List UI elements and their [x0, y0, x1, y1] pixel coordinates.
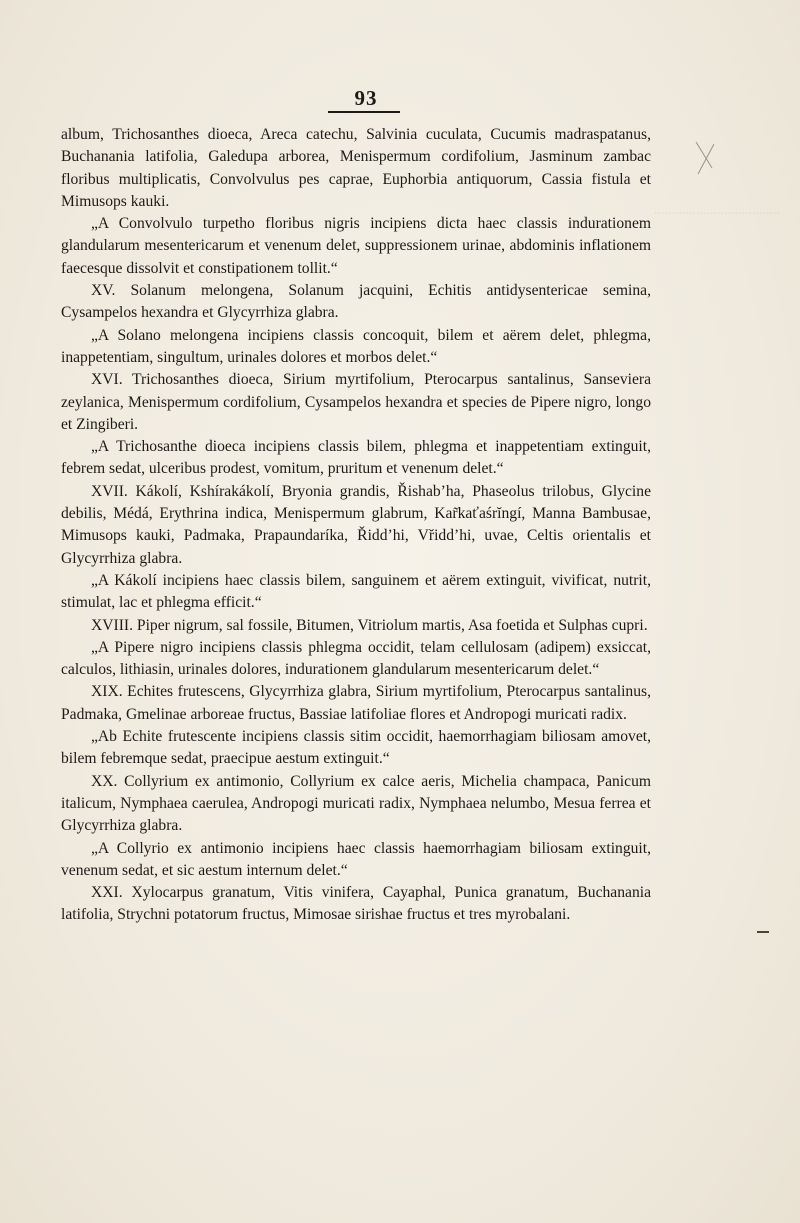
paragraph-class-xvii: XVII. Kákolí, Kshírakákolí, Bryonia grandis, Řishab’ha, Phaseolus trilobus, Glycine debilis, Médá, Erythrina indica, Menispermum glabrum, Kar̃kaťaśrĭngí, Manna Bambusae, Mimusops kauki, Padmaka, Prapaundaríka, Řidd’hi, Vřidd’hi, uvae, Celtis orientalis et Glycyrrhiza glabra. — [61, 482, 651, 567]
paragraph-class-xxi: XXI. Xylocarpus granatum, Vitis vinifera, Cayaphal, Punica granatum, Buchanania latifolia, Strychni potatorum fructus, Mimosae sirishae fructus et tres myrobalani. — [61, 884, 651, 924]
paragraph-class-xx: XX. Collyrium ex antimonio, Collyrium ex calce aeris, Michelia champaca, Panicum italicum, Nymphaea caerulea, Andropogi muricati radix, Nymphaea nelumbo, Mesua ferrea et Glycyrrhiza glabra. — [61, 772, 651, 835]
paragraph-class-xix: XIX. Echites frutescens, Glycyrrhiza glabra, Sirium myrtifolium, Pterocarpus santalinus, Padmaka, Gmelinae arboreae fructus, Bassiae latifoliae flores et Andropogi muricati radix. — [61, 683, 651, 723]
page-number-rule — [328, 111, 400, 113]
page-number: 93 — [354, 86, 378, 110]
paragraph-class-xv: XV. Solanum melongena, Solanum jacquini, Echitis antidysentericae semina, Cysampelos hexandra et Glycyrrhiza glabra. — [61, 282, 651, 322]
paragraph-quote: „A Kákolí incipiens haec classis bilem, sanguinem et aërem extinguit, vivificat, nutrit, stimulat, lac et phlegma efficit.“ — [61, 571, 651, 612]
paragraph-quote: „A Collyrio ex antimonio incipiens haec classis haemorrhagiam biliosam extinguit, venenum sedat, et sic aestum internum delet.“ — [61, 839, 651, 879]
paragraph-quote: „A Convolvulo turpetho floribus nigris incipiens dicta haec classis indurationem glandularum mesentericarum et venenum delet, suppressionem urinae, abdominis inflationem faecesque dissolvit et constipationem tollit.“ — [61, 215, 651, 277]
bleed-through-text: .................................... — [654, 203, 780, 218]
paragraph-class-xviii: XVIII. Piper nigrum, sal fossile, Bitumen, Vitriolum martis, Asa foetida et Sulphas cupri. — [91, 616, 648, 634]
pencil-mark-icon — [690, 138, 720, 178]
paragraph-quote: „A Trichosanthe dioeca incipiens classis bilem, phlegma et inappetentiam extinguit, febrem sedat, ulceribus prodest, vomitum, pruritum et venenum delet.“ — [61, 438, 651, 478]
body-text — [61, 124, 651, 927]
margin-mark — [757, 931, 769, 933]
paragraph-quote: „Ab Echite frutescente incipiens classis sitim occidit, haemorrhagiam biliosam amovet, bilem febremque sedat, praecipue aestum extinguit.“ — [61, 728, 651, 768]
paragraph-continuation: album, Trichosanthes dioeca, Areca catechu, Salvinia cuculata, Cucumis madraspatanus, Buchanania latifolia, Galedupa arborea, Menispermum cordifolium, Jasminum zambac floribus multiplicatis, Convolvulus pes caprae, Euphorbia antiquorum, Cassia fistula et Mimusops kauki. — [61, 126, 651, 210]
paragraph-quote: „A Pipere nigro incipiens classis phlegma occidit, telam cellulosam (adipem) exsiccat, calculos, lithiasin, urinales dolores, indurationem glandularum mesentericarum delet.“ — [61, 638, 651, 679]
paragraph-quote: „A Solano melongena incipiens classis concoquit, bilem et aërem delet, phlegma, inappetentiam, singultum, urinales dolores et morbos delet.“ — [61, 326, 651, 366]
paragraph-class-xvi: XVI. Trichosanthes dioeca, Sirium myrtifolium, Pterocarpus santalinus, Sanseviera zeylanica, Menispermum cordifolium, Cysampelos hexandra et species de Pipere nigro, longo et Zingiberi. — [61, 371, 651, 433]
